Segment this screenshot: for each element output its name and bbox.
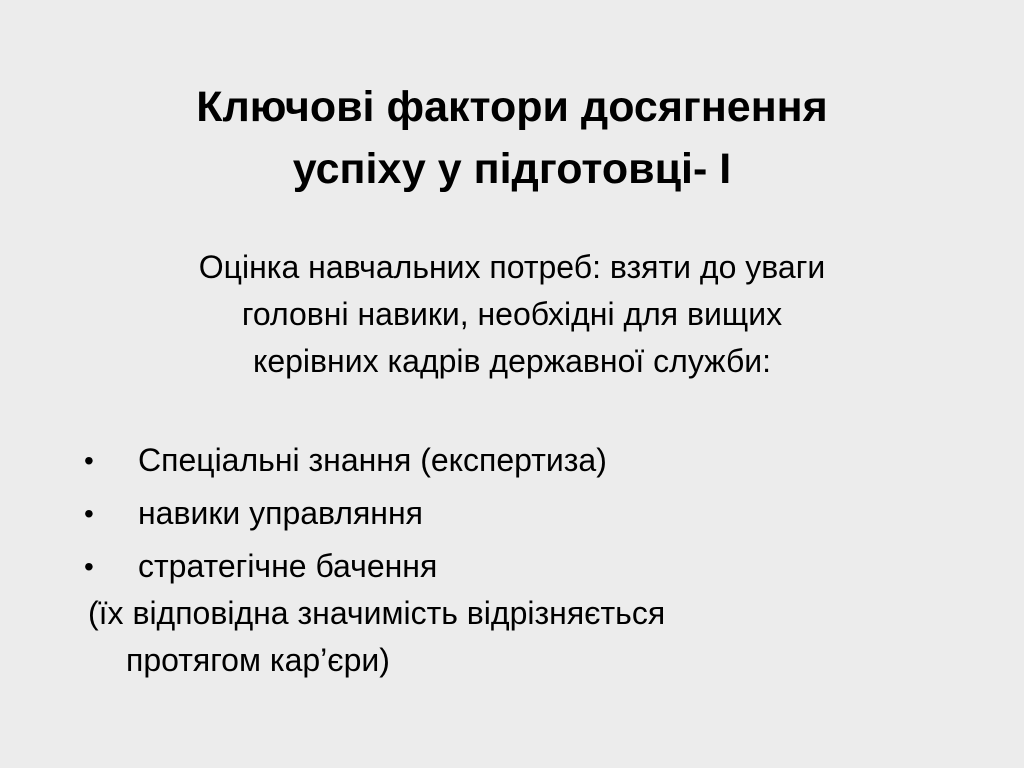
title-line-1: Ключові фактори досягнення <box>196 83 828 131</box>
note-line-1: (їх відповідна значимість відрізняється <box>88 595 666 631</box>
bullet-text: стратегічне бачення <box>138 548 438 584</box>
note-line-2: протягом кар’єри) <box>126 642 390 678</box>
bullet-text: навики управляння <box>138 495 423 531</box>
title-line-2: успіху у підготовці- І <box>292 145 732 193</box>
bullet-list <box>0 434 1024 593</box>
bullet-item <box>0 434 1024 487</box>
bullet-marker: • <box>84 498 94 529</box>
bullet-item <box>0 540 1024 593</box>
intro-line-2: головні навики, необхідні для вищих <box>241 296 783 332</box>
bullet-marker: • <box>84 445 94 476</box>
bullet-text: Спеціальні знання (експертиза) <box>138 442 607 478</box>
bullet-marker: • <box>84 551 94 582</box>
intro-paragraph <box>60 244 964 385</box>
intro-line-1: Оцінка навчальних потреб: взяти до уваги <box>198 249 826 285</box>
slide-title <box>60 76 964 200</box>
note-paragraph <box>88 590 948 684</box>
bullet-item <box>0 487 1024 540</box>
intro-line-3: керівних кадрів державної служби: <box>252 343 772 379</box>
